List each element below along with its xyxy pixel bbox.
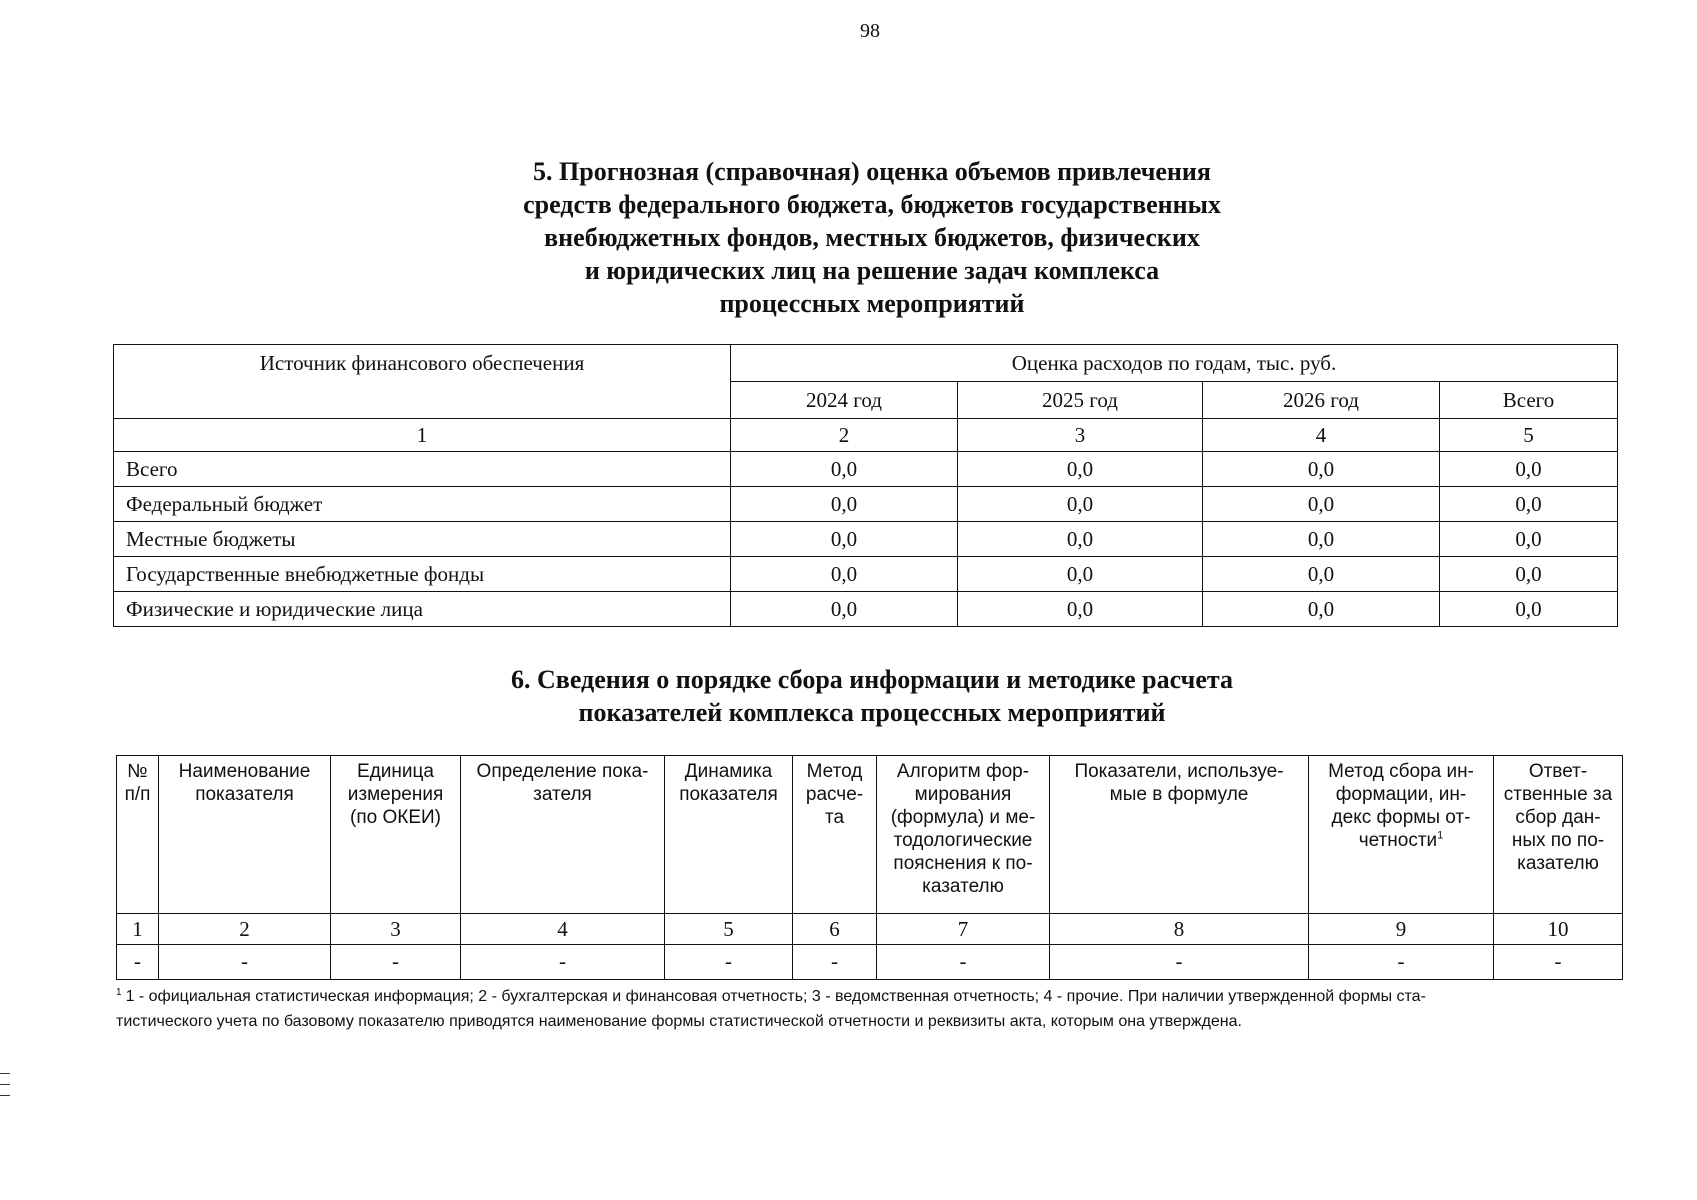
indicator-methodology-table — [116, 755, 1623, 980]
scan-mark — [0, 1073, 10, 1074]
row-value: 0,0 — [1203, 522, 1440, 557]
section-6-title-line: 6. Сведения о порядке сбора информации и методике расчета — [511, 665, 1233, 694]
row-value: 0,0 — [731, 522, 958, 557]
year-header-2026: 2026 год — [1203, 382, 1440, 419]
footnote-reference: 1 — [1437, 829, 1444, 842]
year-header-2025: 2025 год — [958, 382, 1203, 419]
footnote-line: тистического учета по базовому показателю приводятся наименование формы статистической отчетности и реквизиты акта, которым она утверждена. — [116, 1013, 1242, 1030]
header-responsible: Ответ- ственные за сбор дан- ных по по- казателю — [1494, 756, 1623, 914]
header-definition: Определение пока- зателя — [461, 756, 665, 914]
row-value: 0,0 — [1203, 592, 1440, 627]
row-value: 0,0 — [1440, 452, 1618, 487]
section-5-title-line: процессных мероприятий — [719, 289, 1025, 318]
column-number: 2 — [159, 914, 331, 945]
row-source-label: Федеральный бюджет — [114, 487, 731, 522]
table-row — [114, 522, 1618, 557]
row-value: 0,0 — [958, 592, 1203, 627]
section-5-title-line: и юридических лиц на решение задач комплекса — [584, 256, 1160, 285]
footnote — [116, 984, 1426, 1034]
row-source-label: Местные бюджеты — [114, 522, 731, 557]
column-number: 4 — [1203, 419, 1440, 452]
financing-estimate-table — [113, 344, 1618, 627]
table-row — [114, 592, 1618, 627]
row-value: 0,0 — [958, 557, 1203, 592]
table-cell: - — [1050, 945, 1309, 980]
section-5-title — [442, 155, 1302, 320]
section-6-title-line: показателей комплекса процессных мероприятий — [578, 698, 1166, 727]
year-header-total: Всего — [1440, 382, 1618, 419]
table-cell: - — [877, 945, 1050, 980]
row-value: 0,0 — [731, 592, 958, 627]
row-value: 0,0 — [1440, 522, 1618, 557]
header-algorithm: Алгоритм фор- мирования (формула) и ме- тодологические пояснения к по- казателю — [877, 756, 1050, 914]
header-unit: Единица измерения (по ОКЕИ) — [331, 756, 461, 914]
column-number: 6 — [793, 914, 877, 945]
header-dynamics: Динамика показателя — [665, 756, 793, 914]
row-value: 0,0 — [731, 487, 958, 522]
row-value: 0,0 — [958, 452, 1203, 487]
table-row — [117, 945, 1623, 980]
table-cell: - — [159, 945, 331, 980]
row-value: 0,0 — [1440, 487, 1618, 522]
year-header-2024: 2024 год — [731, 382, 958, 419]
estimate-header: Оценка расходов по годам, тыс. руб. — [731, 345, 1618, 382]
row-value: 0,0 — [731, 557, 958, 592]
column-number: 3 — [958, 419, 1203, 452]
row-source-label: Государственные внебюджетные фонды — [114, 557, 731, 592]
table-header-row — [117, 756, 1623, 914]
table-cell: - — [461, 945, 665, 980]
row-value: 0,0 — [1440, 557, 1618, 592]
table-cell: - — [793, 945, 877, 980]
column-number-row — [117, 914, 1623, 945]
section-5-title-line: 5. Прогнозная (справочная) оценка объемов привлечения — [533, 157, 1211, 186]
header-number: № п/п — [117, 756, 159, 914]
scan-mark — [0, 1084, 10, 1085]
table-cell: - — [331, 945, 461, 980]
column-number-row — [114, 419, 1618, 452]
row-value: 0,0 — [958, 487, 1203, 522]
header-collection-method-label: Метод сбора ин- формации, ин- декс формы от- четности — [1328, 761, 1474, 851]
column-number: 9 — [1309, 914, 1494, 945]
footnote-text: 1 - официальная статистическая информация; 2 - бухгалтерская и финансовая отчетность; 3 - ведомственная отчетность; 4 - прочие. При наличии утвержденной формы ста- — [125, 988, 1426, 1005]
column-number: 2 — [731, 419, 958, 452]
section-6-title — [442, 663, 1302, 729]
row-value: 0,0 — [1203, 557, 1440, 592]
column-number: 1 — [114, 419, 731, 452]
footnote-line — [116, 984, 1426, 1009]
table-row — [114, 557, 1618, 592]
header-formula-indicators: Показатели, используе- мые в формуле — [1050, 756, 1309, 914]
column-number: 5 — [1440, 419, 1618, 452]
column-number: 8 — [1050, 914, 1309, 945]
header-calc-method: Метод расче- та — [793, 756, 877, 914]
table-cell: - — [1494, 945, 1623, 980]
table-row — [114, 452, 1618, 487]
column-number: 1 — [117, 914, 159, 945]
table-row — [114, 487, 1618, 522]
page-number: 98 — [860, 20, 880, 42]
column-number: 3 — [331, 914, 461, 945]
table-header-row — [114, 345, 1618, 382]
row-value: 0,0 — [1440, 592, 1618, 627]
column-number: 5 — [665, 914, 793, 945]
row-value: 0,0 — [1203, 487, 1440, 522]
section-5-title-line: средств федерального бюджета, бюджетов государственных — [523, 190, 1221, 219]
row-source-label: Физические и юридические лица — [114, 592, 731, 627]
column-number: 10 — [1494, 914, 1623, 945]
column-number: 4 — [461, 914, 665, 945]
row-source-label: Всего — [114, 452, 731, 487]
footnote-mark: 1 — [116, 986, 122, 998]
scan-mark — [0, 1095, 10, 1096]
table-cell: - — [665, 945, 793, 980]
row-value: 0,0 — [731, 452, 958, 487]
table-cell: - — [1309, 945, 1494, 980]
row-value: 0,0 — [1203, 452, 1440, 487]
row-value: 0,0 — [958, 522, 1203, 557]
table-cell: - — [117, 945, 159, 980]
source-header: Источник финансового обеспечения — [114, 345, 731, 419]
header-indicator-name: Наименование показателя — [159, 756, 331, 914]
section-5-title-line: внебюджетных фондов, местных бюджетов, физических — [544, 223, 1200, 252]
header-collection-method — [1309, 756, 1494, 914]
column-number: 7 — [877, 914, 1050, 945]
